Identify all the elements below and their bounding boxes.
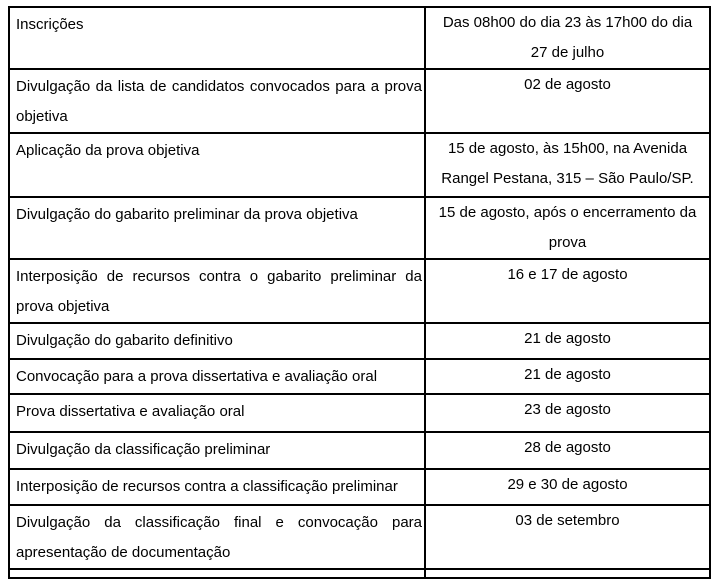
table-row [9, 323, 710, 359]
event-cell: Divulgação da classificação final e convocação para apresentação de documentação [9, 505, 425, 569]
event-cell: Divulgação da lista de candidatos convocados para a prova objetiva [9, 69, 425, 133]
event-cell: Interposição de recursos contra a classificação preliminar [9, 469, 425, 505]
date-cell: Das 08h00 do dia 23 às 17h00 do dia 27 de julho [425, 7, 710, 69]
event-cell: Divulgação da classificação preliminar [9, 432, 425, 469]
table-row [9, 432, 710, 469]
document-page [8, 6, 711, 579]
table-row [9, 569, 710, 578]
event-cell: Inscrições [9, 7, 425, 69]
event-cell: Prova dissertativa e avaliação oral [9, 394, 425, 432]
table-row [9, 359, 710, 394]
table-row [9, 69, 710, 133]
event-cell: Convocação para a prova dissertativa e avaliação oral [9, 359, 425, 394]
event-cell: Aplicação da prova objetiva [9, 133, 425, 197]
date-cell: 15 de agosto, após o encerramento da prova [425, 197, 710, 259]
schedule-table-body [9, 7, 710, 578]
date-cell: 29 e 30 de agosto [425, 469, 710, 505]
date-cell: 21 de agosto [425, 359, 710, 394]
date-cell: 03 de setembro [425, 505, 710, 569]
date-cell: 21 de agosto [425, 323, 710, 359]
date-cell: 16 e 17 de agosto [425, 259, 710, 323]
table-row [9, 7, 710, 69]
date-cell: 02 de agosto [425, 69, 710, 133]
date-cell: 15 de agosto, às 15h00, na Avenida Rangel Pestana, 315 – São Paulo/SP. [425, 133, 710, 197]
event-cell [9, 569, 425, 578]
date-cell: 28 de agosto [425, 432, 710, 469]
table-row [9, 259, 710, 323]
table-row [9, 505, 710, 569]
schedule-table [8, 6, 711, 579]
table-row [9, 133, 710, 197]
event-cell: Divulgação do gabarito definitivo [9, 323, 425, 359]
event-cell: Divulgação do gabarito preliminar da prova objetiva [9, 197, 425, 259]
table-row [9, 469, 710, 505]
table-row [9, 197, 710, 259]
event-cell: Interposição de recursos contra o gabarito preliminar da prova objetiva [9, 259, 425, 323]
date-cell: 23 de agosto [425, 394, 710, 432]
date-cell [425, 569, 710, 578]
table-row [9, 394, 710, 432]
